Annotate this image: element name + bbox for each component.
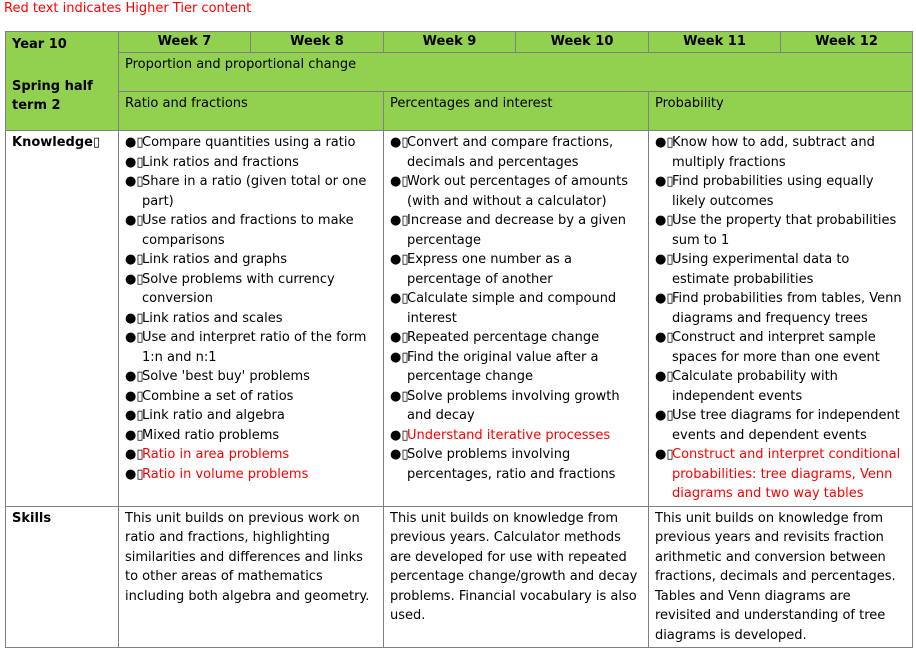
knowledge-item	[655, 211, 906, 250]
knowledge-item	[125, 309, 377, 329]
theme-row	[6, 53, 913, 92]
bullet-icon: ●▯	[125, 252, 144, 267]
knowledge-item	[655, 172, 906, 211]
knowledge-item-text: Construct and interpret sample spaces for more than one event	[672, 330, 880, 365]
skills-cell: This unit builds on knowledge from previous years. Calculator methods are developed for use with repeated percentage change/growth and decay problems. Financial vocabulary is also used.	[384, 506, 649, 648]
knowledge-item-text: Repeated percentage change	[407, 330, 600, 345]
bullet-icon: ●▯	[125, 330, 144, 345]
knowledge-item-text: Use and interpret ratio of the form 1:n and n:1	[142, 330, 367, 365]
knowledge-cell-ratio	[119, 131, 384, 507]
missing-glyph-icon: ▯	[92, 135, 101, 150]
knowledge-item-text: Ratio in area problems	[142, 447, 290, 462]
knowledge-item	[125, 367, 377, 387]
week-header: Week 9	[384, 32, 516, 53]
week-header: Week 8	[251, 32, 384, 53]
bullet-icon: ●▯	[655, 135, 674, 150]
knowledge-item	[125, 270, 377, 309]
bullet-icon: ●▯	[125, 213, 144, 228]
bullet-icon: ●▯	[390, 291, 409, 306]
knowledge-item-text: Link ratios and graphs	[142, 252, 288, 267]
week-header: Week 7	[119, 32, 251, 53]
knowledge-item-text: Calculate simple and compound interest	[407, 291, 617, 326]
knowledge-label: Knowledge▯	[6, 131, 119, 507]
bullet-icon: ●▯	[390, 427, 409, 443]
bullet-icon: ●▯	[125, 447, 144, 462]
knowledge-item-text: Solve problems with currency conversion	[142, 271, 335, 306]
topic-row	[6, 92, 913, 131]
bullet-icon: ●▯	[655, 213, 674, 228]
knowledge-item	[125, 426, 377, 446]
bullet-icon: ●▯	[125, 408, 144, 423]
knowledge-item	[390, 211, 642, 250]
knowledge-item	[655, 133, 906, 172]
knowledge-item	[655, 250, 906, 289]
knowledge-item	[655, 445, 906, 504]
week-header: Week 10	[516, 32, 649, 53]
week-header: Week 12	[781, 32, 913, 53]
knowledge-item	[125, 153, 377, 173]
bullet-icon: ●▯	[390, 252, 409, 267]
term-label: Spring half term 2	[12, 78, 93, 113]
week-header-row	[6, 32, 913, 53]
bullet-icon: ●▯	[125, 174, 144, 189]
higher-tier-note: Red text indicates Higher Tier content	[4, 1, 252, 16]
theme-cell: Proportion and proportional change	[119, 53, 913, 92]
topic-cell: Ratio and fractions	[119, 92, 384, 131]
scheme-of-work-table	[5, 31, 913, 648]
knowledge-item-text: Find probabilities from tables, Venn diagrams and frequency trees	[672, 291, 902, 326]
knowledge-item	[125, 387, 377, 407]
knowledge-item	[390, 328, 642, 348]
knowledge-cell-percentages	[384, 131, 649, 507]
knowledge-item-text: Ratio in volume problems	[142, 466, 309, 482]
bullet-icon: ●▯	[125, 427, 144, 443]
knowledge-item	[125, 172, 377, 211]
year-term-cell	[6, 32, 119, 131]
knowledge-item	[655, 367, 906, 406]
skills-label: Skills	[6, 506, 119, 648]
bullet-icon: ●▯	[390, 213, 409, 228]
bullet-icon: ●▯	[125, 154, 144, 170]
topic-cell: Probability	[649, 92, 913, 131]
knowledge-item	[125, 328, 377, 367]
knowledge-item-text: Combine a set of ratios	[142, 388, 294, 404]
knowledge-item	[655, 406, 906, 445]
bullet-icon: ●▯	[655, 447, 674, 462]
knowledge-item	[125, 250, 377, 270]
knowledge-list	[390, 133, 642, 484]
knowledge-item-text: Link ratios and scales	[142, 310, 283, 326]
knowledge-list	[125, 133, 377, 484]
knowledge-row	[6, 131, 913, 507]
knowledge-item	[125, 406, 377, 426]
skills-cell: This unit builds on previous work on ratio and fractions, highlighting similarities and differences and links to other areas of mathematics including both algebra and geometry.	[119, 506, 384, 648]
bullet-icon: ●▯	[655, 330, 674, 345]
knowledge-item-text: Find the original value after a percentage change	[407, 349, 599, 384]
knowledge-item	[390, 445, 642, 484]
bullet-icon: ●▯	[655, 369, 674, 384]
knowledge-cell-probability	[649, 131, 913, 507]
knowledge-item-text: Solve problems involving growth and decay	[407, 388, 620, 423]
knowledge-item-text: Use tree diagrams for independent events and dependent events	[672, 408, 900, 443]
bullet-icon: ●▯	[125, 135, 144, 150]
week-header: Week 11	[649, 32, 781, 53]
knowledge-item	[390, 172, 642, 211]
knowledge-item	[125, 465, 377, 485]
bullet-icon: ●▯	[125, 369, 144, 384]
bullet-icon: ●▯	[125, 466, 144, 482]
knowledge-item-text: Link ratio and algebra	[142, 408, 285, 423]
knowledge-item-text: Solve problems involving percentages, ratio and fractions	[407, 447, 616, 482]
knowledge-item-text: Construct and interpret conditional probabilities: tree diagrams, Venn diagrams and two way tables	[672, 447, 901, 501]
knowledge-item	[390, 348, 642, 387]
bullet-icon: ●▯	[655, 252, 674, 267]
knowledge-item	[125, 211, 377, 250]
knowledge-item	[655, 328, 906, 367]
knowledge-item	[390, 250, 642, 289]
knowledge-item-text: Understand iterative processes	[407, 427, 611, 443]
skills-row	[6, 506, 913, 648]
bullet-icon: ●▯	[125, 310, 144, 326]
knowledge-item-text: Calculate probability with independent events	[672, 369, 838, 404]
bullet-icon: ●▯	[655, 174, 674, 189]
bullet-icon: ●▯	[125, 388, 144, 404]
bullet-icon: ●▯	[655, 408, 674, 423]
knowledge-item-text: Using experimental data to estimate probabilities	[672, 252, 850, 287]
knowledge-item	[390, 426, 642, 446]
knowledge-item-text: Convert and compare fractions, decimals and percentages	[407, 135, 614, 170]
bullet-icon: ●▯	[390, 388, 409, 404]
topic-cell: Percentages and interest	[384, 92, 649, 131]
knowledge-item	[125, 133, 377, 153]
bullet-icon: ●▯	[125, 271, 144, 287]
skills-cell: This unit builds on knowledge from previous years and revisits fraction arithmetic and conversion between fractions, decimals and percentages. Tables and Venn diagrams are revisited and understanding of tree diagrams is developed.	[649, 506, 913, 648]
knowledge-list	[655, 133, 906, 504]
knowledge-item-text: Link ratios and fractions	[142, 154, 299, 170]
knowledge-item-text: Use the property that probabilities sum to 1	[672, 213, 897, 248]
knowledge-item	[390, 133, 642, 172]
bullet-icon: ●▯	[390, 135, 409, 150]
knowledge-item-text: Use ratios and fractions to make comparisons	[142, 213, 354, 248]
knowledge-item-text: Find probabilities using equally likely outcomes	[672, 174, 874, 209]
knowledge-item-text: Work out percentages of amounts (with and without a calculator)	[407, 174, 628, 209]
bullet-icon: ●▯	[655, 291, 674, 306]
knowledge-item	[125, 445, 377, 465]
bullet-icon: ●▯	[390, 447, 409, 462]
knowledge-item	[655, 289, 906, 328]
knowledge-item-text: Express one number as a percentage of another	[407, 252, 572, 287]
knowledge-item-text: Know how to add, subtract and multiply fractions	[672, 135, 875, 170]
knowledge-item	[390, 387, 642, 426]
year-label: Year 10	[12, 37, 67, 52]
bullet-icon: ●▯	[390, 349, 409, 365]
knowledge-item-text: Share in a ratio (given total or one part)	[142, 174, 367, 209]
knowledge-item	[390, 289, 642, 328]
bullet-icon: ●▯	[390, 330, 409, 345]
bullet-icon: ●▯	[390, 174, 409, 189]
knowledge-item-text: Solve 'best buy' problems	[142, 369, 310, 384]
knowledge-item-text: Increase and decrease by a given percentage	[407, 213, 627, 248]
knowledge-item-text: Mixed ratio problems	[142, 427, 280, 443]
knowledge-item-text: Compare quantities using a ratio	[142, 135, 356, 150]
